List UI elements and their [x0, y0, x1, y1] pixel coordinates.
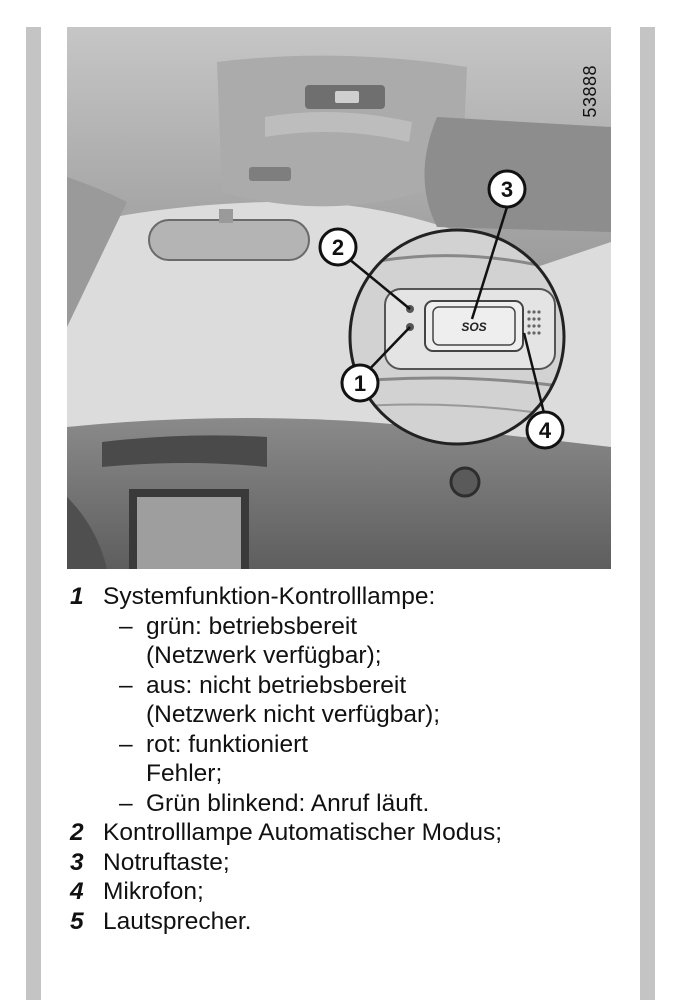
subitem-line: (Netzwerk verfügbar);: [146, 642, 382, 669]
subitem-line: aus: nicht betriebsbereit: [146, 671, 407, 699]
legend-number: 4: [70, 878, 84, 905]
legend-number: 3: [70, 848, 84, 876]
air-vent: [102, 435, 267, 467]
dash-bullet: –: [119, 730, 133, 758]
subitem-line: (Netzwerk nicht verfügbar);: [146, 701, 441, 728]
callout-1: [342, 365, 378, 401]
speaker: [451, 468, 479, 496]
legend-number: 2: [70, 819, 84, 846]
figure-reference-number: 53888: [580, 65, 600, 118]
legend-text: Kontrolllampe Automatischer Modus;: [103, 819, 502, 846]
legend-item: [70, 848, 630, 878]
callout-4-label: 4: [538, 418, 552, 443]
legend-item: [70, 818, 630, 848]
callout-2: [320, 229, 356, 265]
callout-4: [527, 412, 563, 448]
subitem-line: Grün blinkend: Anruf läuft.: [146, 789, 430, 817]
legend-subitem: [119, 612, 630, 671]
car-interior-illustration: [67, 27, 611, 569]
roof-vent: [249, 167, 291, 181]
sos-button-label: SOS: [461, 320, 487, 334]
callout-3-label: 3: [500, 177, 514, 202]
legend-text: Systemfunktion-Kontrolllampe:: [103, 583, 436, 610]
legend-item: [70, 907, 630, 937]
callout-1-label: 1: [353, 371, 367, 396]
legend-number: 5: [70, 907, 84, 935]
callout-3: [489, 171, 525, 207]
right-margin-bar: [640, 27, 655, 1000]
legend-item: [70, 877, 630, 907]
legend-text: Lautsprecher.: [103, 907, 252, 935]
subitem-line: grün: betriebsbereit: [146, 612, 358, 640]
legend-subitem: [119, 730, 630, 789]
dash-bullet: –: [119, 789, 133, 817]
legend-text: Notruftaste;: [103, 848, 230, 876]
legend-subitem: [119, 671, 630, 730]
dash-bullet: –: [119, 671, 133, 699]
legend-number: 1: [70, 583, 84, 610]
subitem-line: Fehler;: [146, 760, 223, 787]
legend-item: [70, 582, 630, 612]
callout-2-label: 2: [331, 235, 345, 260]
legend-text: Mikrofon;: [103, 878, 204, 905]
legend-list: [70, 582, 630, 936]
rear-view-mirror: [149, 220, 309, 260]
dash-bullet: –: [119, 612, 133, 640]
legend-subitem: [119, 789, 630, 819]
subitem-line: rot: funktioniert: [146, 730, 309, 758]
left-margin-bar: [26, 27, 41, 1000]
